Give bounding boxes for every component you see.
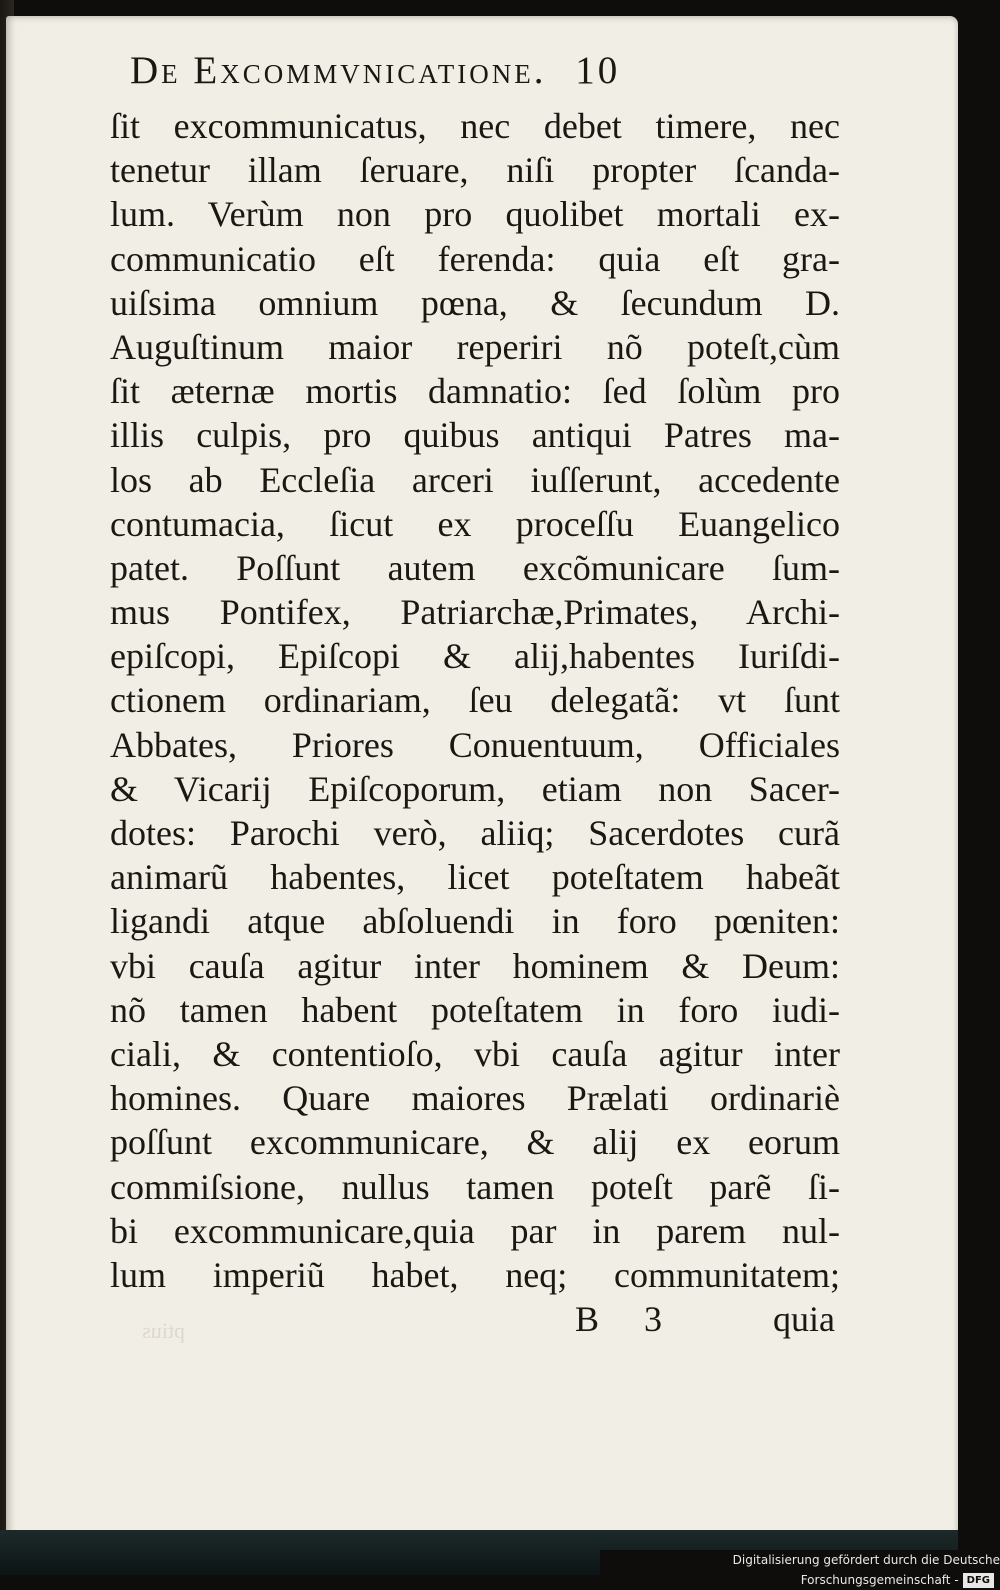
text-line: lum imperiũ habet, neq; communitatem; <box>110 1254 840 1295</box>
text-line: commiſsione, nullus tamen poteſt parẽ ſi- <box>110 1166 840 1207</box>
dfg-logo: DFG <box>963 1573 994 1588</box>
catchword: quia <box>773 1299 835 1339</box>
text-line: tenetur illam ſeruare, niſi propter ſcanda- <box>110 150 840 191</box>
text-line: Abbates, Priores Conuentuum, Officiales <box>110 724 840 765</box>
credit-text: Digitalisierung gefördert durch die Deutsche Forschungsgemeinschaft - <box>732 1553 1000 1587</box>
text-line: ligandi atque abſoluendi in foro pœniten: <box>110 901 840 942</box>
text-line: patet. Poſſunt autem excõmunicare ſum- <box>110 547 840 588</box>
text-line: communicatio eſt ferenda: quia eſt gra- <box>110 238 840 279</box>
text-line: Auguſtinum maior reperiri nõ poteſt,cùm <box>110 326 840 367</box>
text-line: bi excommunicare,quia par in parem nul- <box>110 1210 840 1251</box>
text-line: illis culpis, pro quibus antiqui Patres ma- <box>110 415 840 456</box>
signature-mark: B 3 <box>575 1299 681 1339</box>
body-text <box>110 104 840 1297</box>
text-line: nõ tamen habent poteſtatem in foro iudi- <box>110 989 840 1030</box>
text-line: los ab Eccleſia arceri iuſſerunt, accedente <box>110 459 840 500</box>
text-line: ſit excommunicatus, nec debet timere, nec <box>110 106 840 146</box>
text-line: mus Pontifex, Patriarchæ,Primates, Archi- <box>110 592 840 633</box>
text-line: ſit æternæ mortis damnatio: ſed ſolùm pro <box>110 371 840 412</box>
text-line: contumacia, ſicut ex proceſſu Euangelico <box>110 503 840 544</box>
folio-number: 10 <box>575 49 621 92</box>
text-line: ciali, & contentioſo, vbi cauſa agitur inter <box>110 1033 840 1074</box>
text-line: uiſsima omnium pœna, & ſecundum D. <box>110 282 840 323</box>
running-title: De Excommvnicatione. <box>130 49 547 92</box>
text-line: epiſcopi, Epiſcopi & alij,habentes Iuriſdi- <box>110 636 840 677</box>
text-line: animarũ habentes, licet poteſtatem habeãt <box>110 857 840 898</box>
text-line: poſſunt excommunicare, & alij ex eorum <box>110 1122 840 1163</box>
text-line: vbi cauſa agitur inter hominem & Deum: <box>110 945 840 986</box>
catchline <box>575 1298 835 1344</box>
text-line: lum. Verùm non pro quolibet mortali ex- <box>110 194 840 235</box>
running-head <box>130 48 830 98</box>
text-line: dotes: Parochi verò, aliiq; Sacerdotes curã <box>110 813 840 853</box>
text-line: ctionem ordinariam, ſeu delegatã: vt ſunt <box>110 680 840 721</box>
text-line: homines. Quare maiores Prælati ordinariè <box>110 1078 840 1119</box>
digitization-credit <box>600 1550 1000 1587</box>
show-through-text: ptius <box>142 1318 185 1343</box>
text-line: & Vicarij Epiſcoporum, etiam non Sacer- <box>110 768 840 809</box>
